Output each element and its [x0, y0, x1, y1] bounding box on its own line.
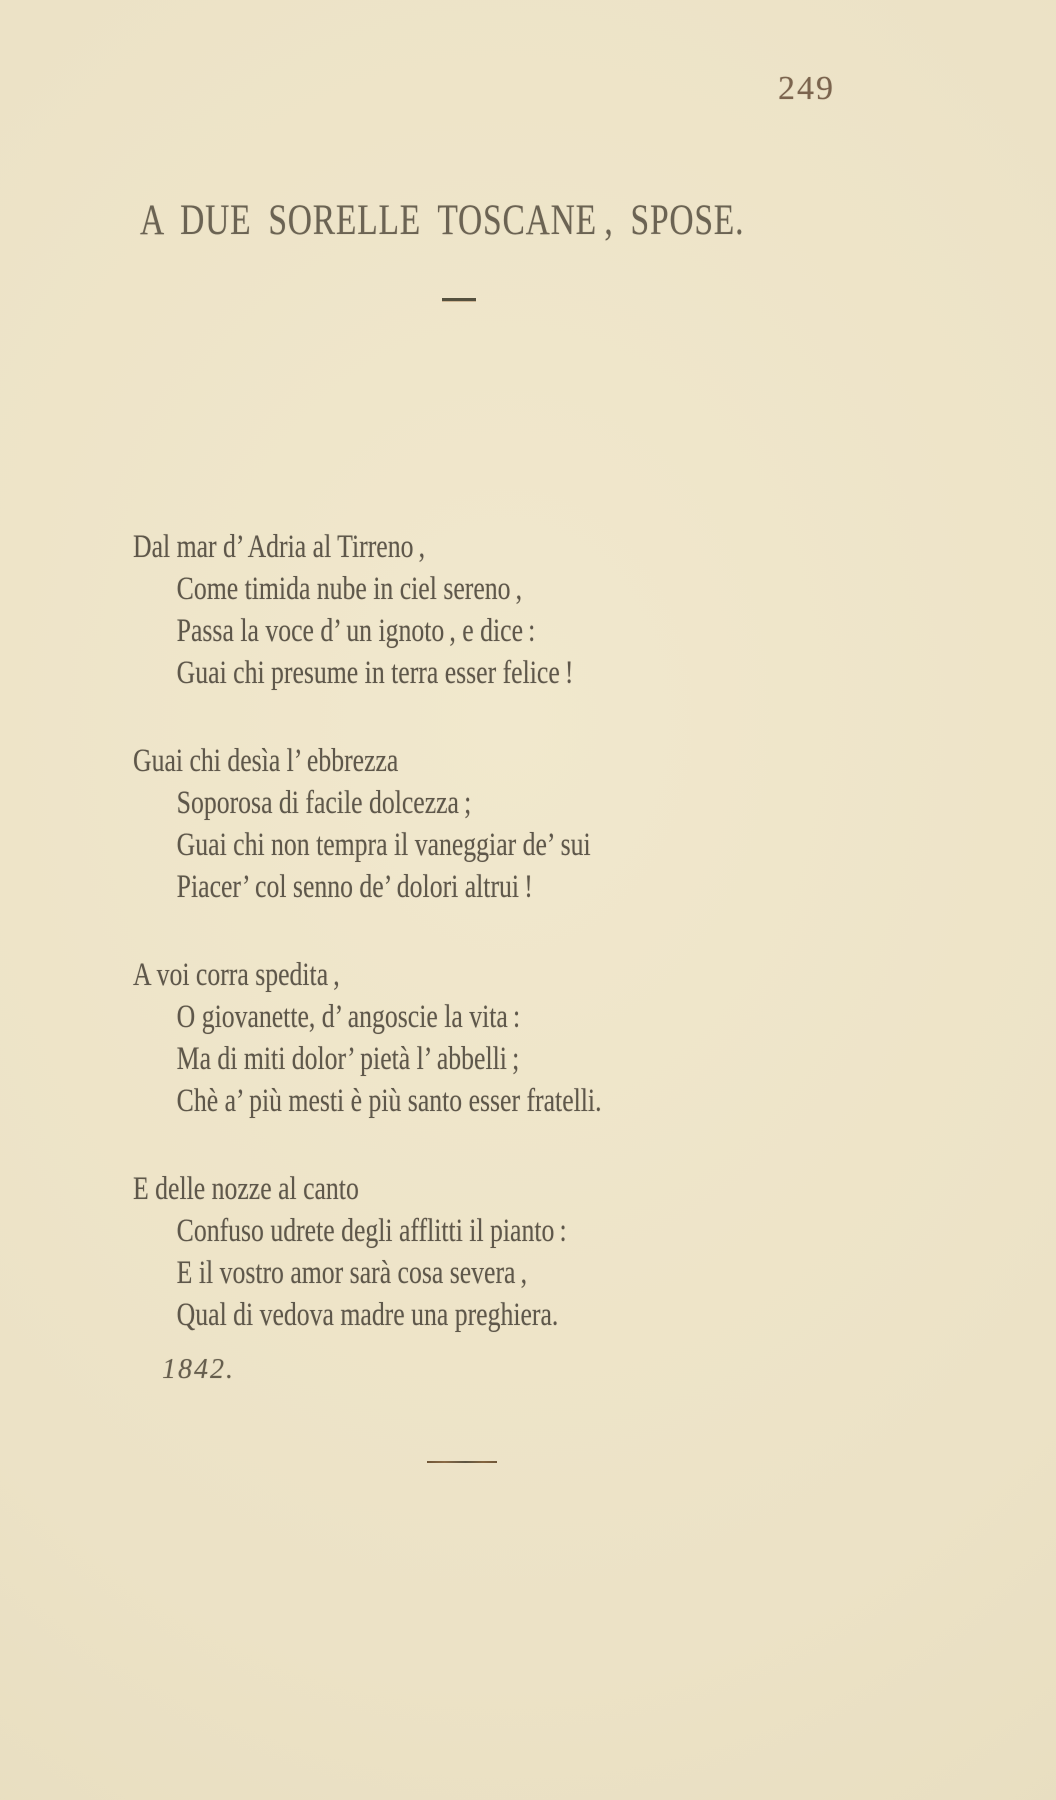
poem-line: O giovanette, d’ angoscie la vita :	[176, 999, 521, 1035]
stanza-3	[133, 954, 602, 1122]
poem-line: Qual di vedova madre una preghiera.	[176, 1297, 559, 1333]
poem-line: Dal mar d’ Adria al Tirreno ,	[133, 529, 426, 565]
poem-body	[133, 526, 602, 1382]
poem-line: A voi corra spedita ,	[133, 957, 340, 993]
poem-line: E delle nozze al canto	[133, 1171, 359, 1207]
poem-line: E il vostro amor sarà cosa severa ,	[176, 1255, 528, 1291]
poem-line: Piacer’ col senno de’ dolori altrui !	[176, 869, 533, 905]
poem-title: A DUE SORELLE TOSCANE , SPOSE.	[140, 197, 745, 244]
stanza-1	[133, 526, 602, 694]
title-divider-rule	[442, 298, 476, 301]
poem-line: Guai chi non tempra il vaneggiar de’ sui	[176, 827, 591, 863]
poem-line: Come timida nube in ciel sereno ,	[176, 571, 523, 607]
end-divider-rule	[427, 1461, 497, 1463]
stanza-4	[133, 1168, 602, 1336]
poem-line: Confuso udrete degli afflitti il pianto :	[176, 1213, 567, 1249]
poem-line: Guai chi presume in terra esser felice !	[176, 655, 574, 691]
poem-line: Passa la voce d’ un ignoto , e dice :	[176, 613, 536, 649]
poem-line: Ma di miti dolor’ pietà l’ abbelli ;	[176, 1041, 520, 1077]
poem-date: 1842.	[162, 1354, 235, 1385]
stanza-2	[133, 740, 602, 908]
poem-line: Guai chi desìa l’ ebbrezza	[133, 743, 399, 779]
page-number: 249	[778, 70, 835, 107]
poem-line: Soporosa di facile dolcezza ;	[176, 785, 472, 821]
poem-line: Chè a’ più mesti è più santo esser fratelli.	[176, 1083, 602, 1119]
